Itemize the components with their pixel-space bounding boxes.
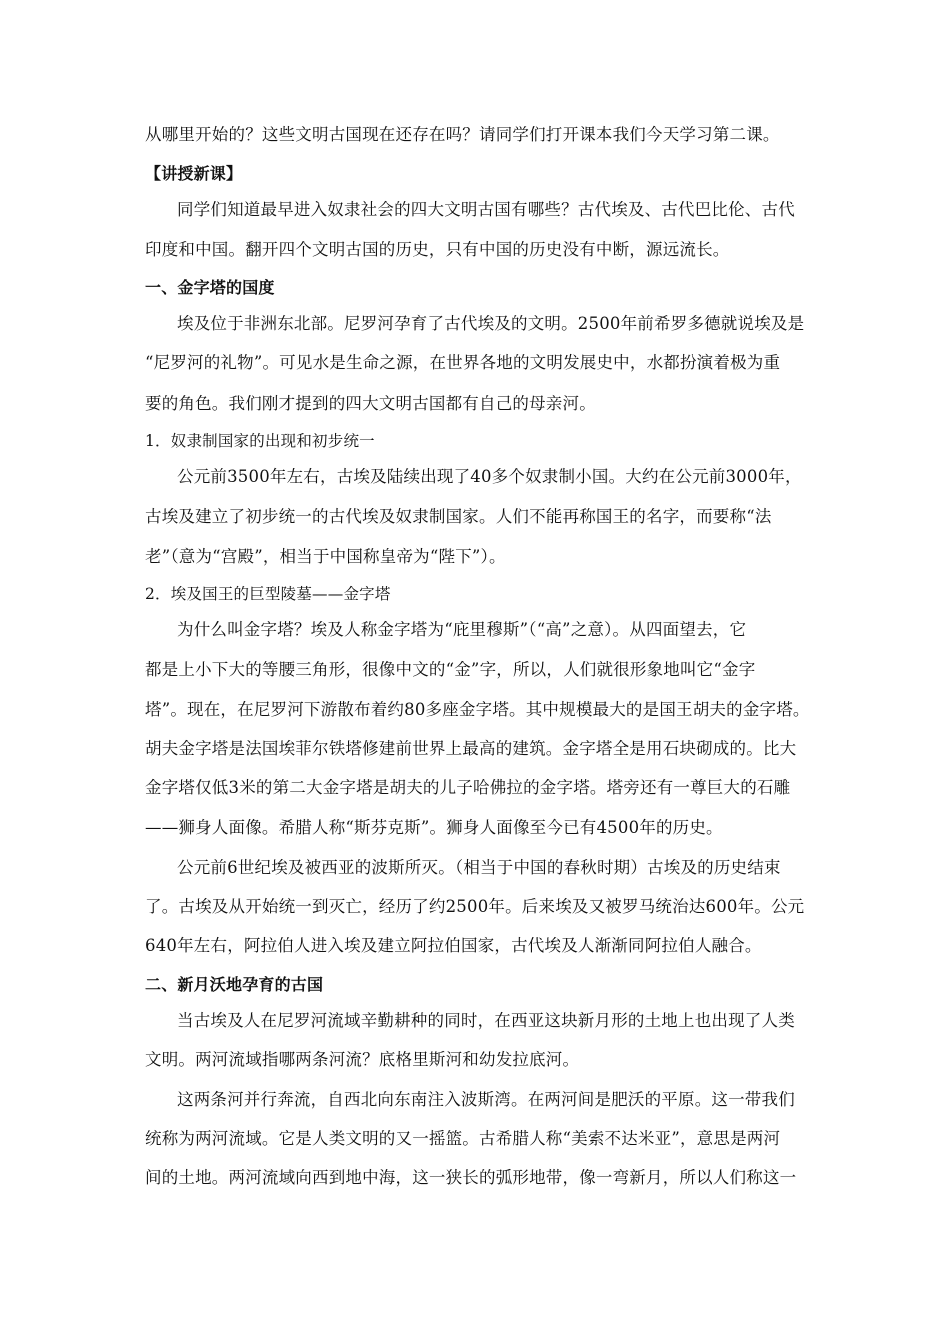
paragraph-line: 金字塔仅低3米的第二大金字塔是胡夫的儿子哈佛拉的金字塔。塔旁还有一尊巨大的石雕: [145, 778, 791, 797]
paragraph-line: 要的角色。我们刚才提到的四大文明古国都有自己的母亲河。: [145, 394, 596, 413]
section-heading-pyramid: 一、金字塔的国度: [145, 278, 275, 297]
paragraph-line: 塔”。现在，在尼罗河下游散布着约80多座金字塔。其中规模最大的是国王胡夫的金字塔。: [145, 700, 810, 719]
paragraph-line: 古埃及建立了初步统一的古代埃及奴隶制国家。人们不能再称国王的名字，而要称“法: [145, 507, 772, 526]
paragraph-line: 胡夫金字塔是法国埃菲尔铁塔修建前世界上最高的建筑。金字塔全是用石块砌成的。比大: [145, 739, 797, 758]
paragraph-line: 同学们知道最早进入奴隶社会的四大文明古国有哪些？古代埃及、古代巴比伦、古代: [177, 200, 795, 219]
paragraph-line: 从哪里开始的？这些文明古国现在还存在吗？请同学们打开课本我们今天学习第二课。: [145, 125, 780, 144]
paragraph-line: 都是上小下大的等腰三角形，很像中文的“金”字，所以，人们就很形象地叫它“金字: [145, 660, 756, 679]
paragraph-line: 这两条河并行奔流，自西北向东南注入波斯湾。在两河间是肥沃的平原。这一带我们: [177, 1090, 795, 1109]
paragraph-line: 老”（意为“宫殿”，相当于中国称皇帝为“陛下”）。: [145, 547, 506, 566]
paragraph-line: 间的土地。两河流域向西到地中海，这一狭长的弧形地带，像一弯新月，所以人们称这一: [145, 1168, 797, 1187]
section-heading-fertile-crescent: 二、新月沃地孕育的古国: [145, 975, 324, 994]
paragraph-line: 为什么叫金字塔？埃及人称金字塔为“庇里穆斯”（“高”之意）。从四面望去，它: [177, 620, 747, 639]
paragraph-line: 统称为两河流域。它是人类文明的又一摇篮。古希腊人称“美索不达米亚”，意思是两河: [145, 1129, 781, 1148]
paragraph-line: 埃及位于非洲东北部。尼罗河孕育了古代埃及的文明。2500年前希罗多德就说埃及是: [177, 314, 805, 333]
paragraph-line: “尼罗河的礼物”。可见水是生命之源，在世界各地的文明发展史中，水都扮演着极为重: [145, 353, 781, 372]
paragraph-line: ——狮身人面像。希腊人称“斯芬克斯”。狮身人面像至今已有4500年的历史。: [145, 818, 723, 837]
paragraph-line: 640年左右，阿拉伯人进入埃及建立阿拉伯国家，古代埃及人渐渐同阿拉伯人融合。: [145, 936, 762, 955]
subheading-line: 1．奴隶制国家的出现和初步统一: [145, 432, 375, 450]
paragraph-line: 公元前3500年左右，古埃及陆续出现了40多个奴隶制小国。大约在公元前3000年，: [177, 467, 802, 486]
section-heading-new-lesson: 【讲授新课】: [145, 164, 243, 183]
paragraph-line: 印度和中国。翻开四个文明古国的历史，只有中国的历史没有中断，源远流长。: [145, 240, 730, 259]
paragraph-line: 公元前6世纪埃及被西亚的波斯所灭。（相当于中国的春秋时期）古埃及的历史结束: [177, 858, 781, 877]
paragraph-line: 了。古埃及从开始统一到灭亡，经历了约2500年。后来埃及又被罗马统治达600年。公元: [145, 897, 805, 916]
paragraph-line: 文明。两河流域指哪两条河流？底格里斯河和幼发拉底河。: [145, 1050, 580, 1069]
paragraph-line: 当古埃及人在尼罗河流域辛勤耕种的同时，在西亚这块新月形的土地上也出现了人类: [177, 1011, 795, 1030]
subheading-line: 2．埃及国王的巨型陵墓——金字塔: [145, 585, 391, 603]
